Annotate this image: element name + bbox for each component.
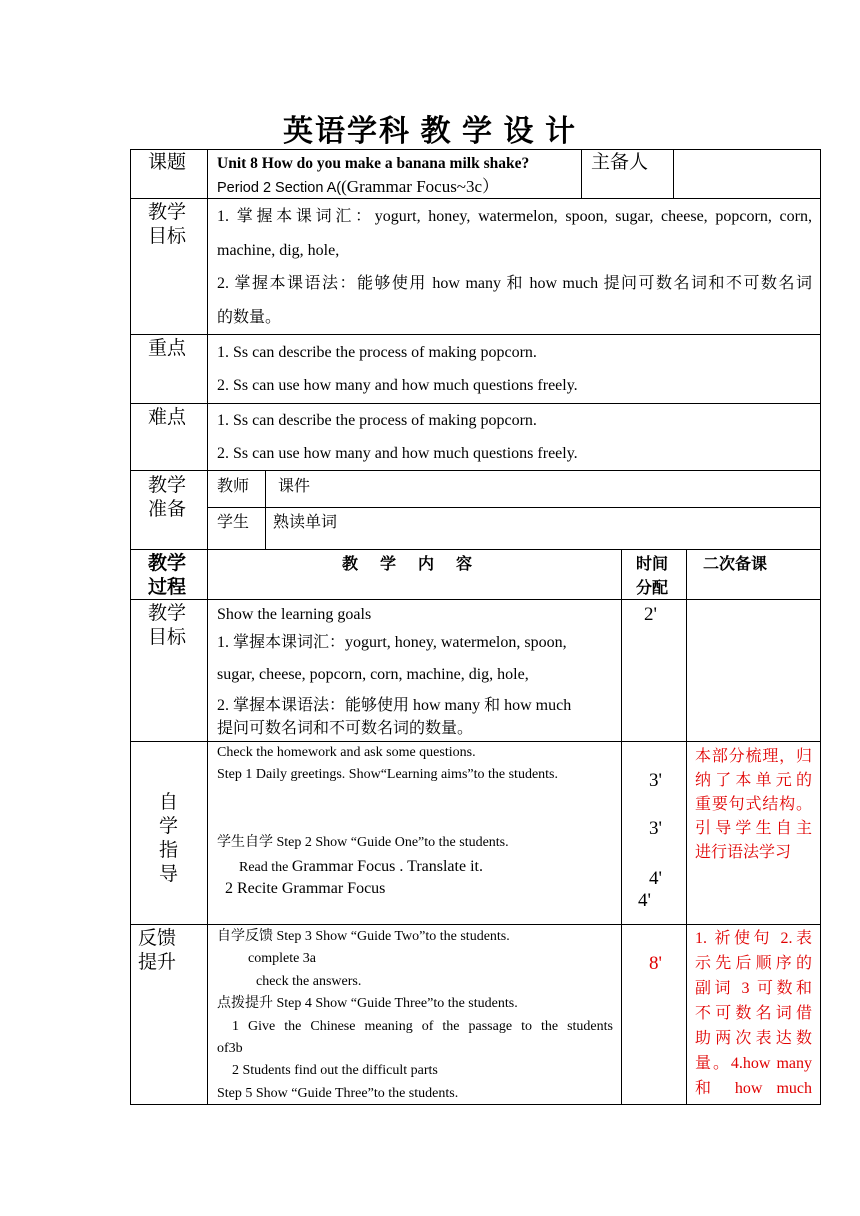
feedback-line: of3b [217, 1041, 243, 1056]
table-border-bottom [130, 1104, 821, 1105]
feedback-line: 2 Students find out the difficult parts [232, 1063, 438, 1078]
goals-label-line2: 目标 [148, 226, 187, 247]
goals-line: 的数量。 [217, 309, 282, 326]
feedback-time: 8' [649, 953, 662, 974]
column-divider [621, 549, 622, 1105]
self-guide-note-line: 进行语法学习 [695, 844, 792, 861]
column-divider [686, 549, 687, 1105]
self-guide-label-char: 自 [158, 792, 178, 813]
feedback-note-line: 量。4.how many [695, 1055, 812, 1072]
self-guide-line: 学生自学 Step 2 Show “Guide One”to the students. [217, 835, 509, 850]
self-guide-time: 4' [649, 868, 662, 889]
column-divider [207, 149, 208, 1105]
feedback-note-line: 副词 3 可数和 [695, 980, 812, 997]
row-divider [130, 403, 821, 404]
key-points-label: 重点 [148, 338, 187, 359]
goals2-line: Show the learning goals [217, 606, 372, 623]
goals2-label-line2: 目标 [148, 627, 187, 648]
process-label-line2: 过程 [148, 577, 187, 598]
feedback-line: 自学反馈 Step 3 Show “Guide Two”to the students. [217, 929, 510, 944]
self-guide-label-char: 学 [158, 816, 178, 837]
self-guide-label-char: 导 [158, 864, 178, 885]
self-guide-time: 3' [649, 818, 662, 839]
prep-teacher-label: 教师 [217, 478, 250, 495]
goals2-label-line1: 教学 [148, 603, 187, 624]
prep-label-line1: 教学 [148, 475, 187, 496]
goals2-line: sugar, cheese, popcorn, corn, machine, dig, hole, [217, 666, 529, 683]
goals2-line: 2. 掌握本课语法：能够使用 how many 和 how much [217, 697, 572, 714]
feedback-line: complete 3a [248, 951, 317, 966]
self-guide-time: 4' [638, 890, 651, 911]
self-guide-line: Step 1 Daily greetings. Show“Learning aims”to the students. [217, 767, 558, 782]
feedback-note-line: 和 how much [695, 1080, 812, 1097]
goals-label-line1: 教学 [148, 202, 187, 223]
lead-teacher-label: 主备人 [591, 152, 649, 173]
feedback-line: check the answers. [256, 974, 362, 989]
topic-label: 课题 [148, 152, 187, 173]
self-guide-read-prefix: Read the [239, 860, 292, 875]
self-guide-note-line: 本部分梳理，归 [695, 748, 812, 765]
column-divider [581, 149, 582, 199]
goals-line: 2. 掌握本课语法：能够使用 how many 和 how much 提问可数名词和不可数名词 [217, 275, 812, 292]
feedback-line: 1 Give the Chinese meaning of the passage to the students [232, 1019, 613, 1034]
feedback-label-line2: 提升 [138, 952, 177, 973]
difficult-points-line: 2. Ss can use how many and how much questions freely. [217, 445, 578, 462]
table-border-top [130, 149, 821, 150]
row-divider [130, 549, 821, 550]
row-divider [130, 470, 821, 471]
goals-line: machine, dig, hole, [217, 242, 340, 259]
feedback-note-line: 助两次表达数 [695, 1030, 812, 1047]
self-guide-read-task: Grammar Focus . Translate it. [291, 858, 483, 875]
row-divider [130, 198, 821, 199]
self-guide-note-line: 引导学生自主 [695, 820, 812, 837]
feedback-note-line: 不可数名词借 [695, 1005, 812, 1022]
feedback-note-line: 1. 祈使句 2.表 [695, 930, 812, 947]
lesson-plan-table [130, 149, 821, 1105]
prep-student-value: 熟读单词 [273, 514, 338, 531]
time-header-line2: 分配 [636, 580, 669, 597]
feedback-label-line1: 反馈 [138, 928, 177, 949]
prep-label-line2: 准备 [148, 499, 187, 520]
row-divider [207, 507, 821, 508]
column-divider [673, 149, 674, 199]
table-border-left [130, 149, 131, 1105]
process-label-line1: 教学 [148, 553, 187, 574]
self-guide-line: 2 Recite Grammar Focus [225, 880, 386, 897]
content-header: 教 学 内 容 [342, 556, 473, 573]
goals-line: 1. 掌握本课词汇：yogurt, honey, watermelon, spoon, sugar, cheese, popcorn, corn, [217, 208, 812, 225]
self-guide-note-line: 重要句式结构。 [695, 796, 812, 813]
self-guide-label-char: 指 [158, 840, 178, 861]
row-divider [130, 924, 821, 925]
row-divider [130, 741, 821, 742]
self-guide-line [239, 857, 483, 877]
topic-period-range: (Grammar Focus~3c） [341, 177, 500, 196]
row-divider [130, 599, 821, 600]
goals2-line: 提问可数名词和不可数名词的数量。 [217, 720, 474, 737]
key-points-line: 2. Ss can use how many and how much questions freely. [217, 377, 578, 394]
prep-teacher-value: 课件 [278, 478, 311, 495]
column-divider [265, 470, 266, 550]
page-title: 英语学科 教 学 设 计 [283, 115, 577, 148]
goals2-time: 2' [644, 604, 657, 625]
goals2-line: 1. 掌握本课词汇：yogurt, honey, watermelon, spoon, [217, 634, 567, 651]
second-prep-header: 二次备课 [703, 556, 768, 573]
feedback-line: Step 5 Show “Guide Three”to the students. [217, 1086, 459, 1101]
feedback-line: 点拨提升 Step 4 Show “Guide Three”to the students. [217, 996, 518, 1011]
table-border-right [820, 149, 821, 1105]
feedback-note-line: 示先后顺序的 [695, 955, 812, 972]
topic-period [217, 177, 499, 197]
prep-student-label: 学生 [217, 514, 250, 531]
time-header-line1: 时间 [636, 556, 669, 573]
topic-period-section: Period 2 Section A( [217, 180, 342, 196]
key-points-line: 1. Ss can describe the process of making popcorn. [217, 344, 537, 361]
difficult-points-line: 1. Ss can describe the process of making popcorn. [217, 412, 537, 429]
row-divider [130, 334, 821, 335]
self-guide-note-line: 纳了本单元的 [695, 772, 812, 789]
topic-unit-title: Unit 8 How do you make a banana milk shake? [217, 155, 530, 172]
self-guide-time: 3' [649, 770, 662, 791]
self-guide-line: Check the homework and ask some questions. [217, 745, 476, 760]
difficult-points-label: 难点 [148, 407, 187, 428]
